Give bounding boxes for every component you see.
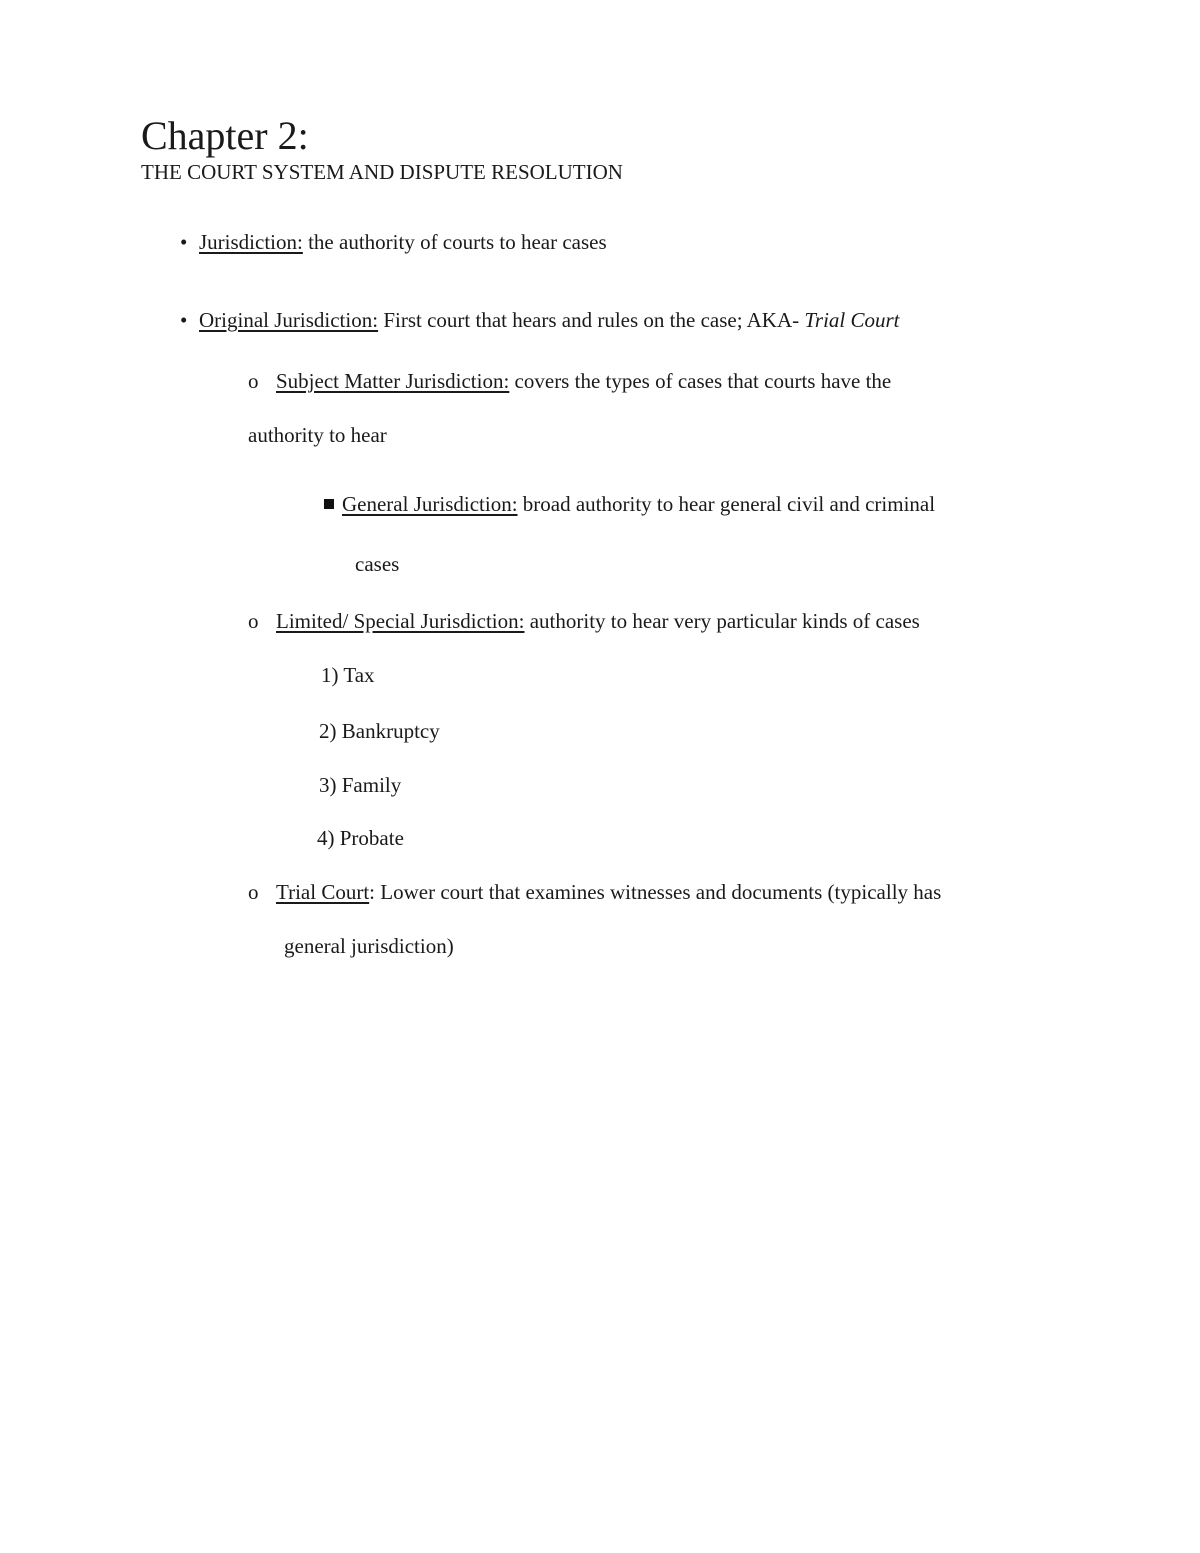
aka-trial-court: Trial Court <box>804 308 900 332</box>
sub-bullet-icon: o <box>248 880 259 904</box>
definition-original-jurisdiction: First court that hears and rules on the case; AKA- <box>378 308 805 332</box>
definition-limited-jurisdiction: authority to hear very particular kinds of cases <box>524 609 920 633</box>
term-trial-court: Trial Court <box>276 880 370 904</box>
sub-bullet-icon: o <box>248 369 259 393</box>
list-item-limited-jurisdiction <box>276 608 920 634</box>
list-item-example: 3) Family <box>319 773 402 797</box>
definition-subject-matter-line1: covers the types of cases that courts have the <box>509 369 892 393</box>
term-limited-jurisdiction: Limited/ Special Jurisdiction: <box>276 609 525 633</box>
chapter-subtitle: THE COURT SYSTEM AND DISPUTE RESOLUTION <box>141 160 623 184</box>
list-item-original-jurisdiction <box>199 307 900 333</box>
chapter-title: Chapter 2: <box>141 113 309 158</box>
definition-general-jurisdiction-line1: broad authority to hear general civil and criminal <box>517 492 936 516</box>
definition-trial-court-line2: general jurisdiction) <box>284 934 454 958</box>
definition-jurisdiction: the authority of courts to hear cases <box>302 230 607 254</box>
term-original-jurisdiction: Original Jurisdiction: <box>199 308 379 332</box>
list-item-jurisdiction <box>199 229 607 255</box>
list-item-trial-court <box>276 879 941 905</box>
term-jurisdiction: Jurisdiction: <box>199 230 303 254</box>
list-item-example: 2) Bankruptcy <box>319 719 440 743</box>
bullet-icon: • <box>180 230 188 254</box>
bullet-icon: • <box>180 308 188 332</box>
list-item-subject-matter <box>276 368 891 394</box>
definition-trial-court-line1: : Lower court that examines witnesses and documents (typically has <box>369 880 942 904</box>
term-subject-matter: Subject Matter Jurisdiction: <box>276 369 510 393</box>
sub-bullet-icon: o <box>248 609 259 633</box>
square-bullet-icon <box>324 499 334 509</box>
definition-subject-matter-line2: authority to hear <box>248 423 387 447</box>
definition-general-jurisdiction-line2: cases <box>355 552 400 576</box>
list-item-example: 4) Probate <box>317 826 404 850</box>
list-item-general-jurisdiction <box>342 491 935 517</box>
term-general-jurisdiction: General Jurisdiction: <box>342 492 518 516</box>
list-item-example: 1) Tax <box>321 663 375 687</box>
